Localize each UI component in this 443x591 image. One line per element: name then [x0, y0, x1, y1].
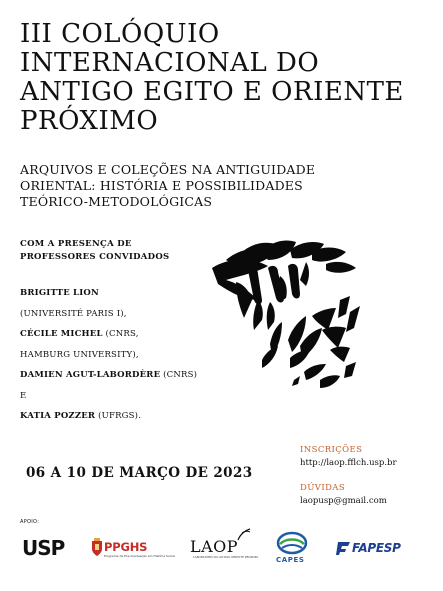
- speaker-line: [20, 406, 197, 427]
- ppghs-emblem: [90, 537, 104, 557]
- speaker-list: [20, 283, 197, 427]
- registration-label: INSCRIÇÕES: [300, 445, 363, 455]
- speaker-name: CÉCILE MICHEL: [20, 329, 103, 339]
- speaker-name: KATIA POZZER: [20, 411, 96, 421]
- speaker-affiliation: (CNRS,: [102, 329, 139, 339]
- title-line: ANTIGO EGITO E ORIENTE: [20, 77, 404, 107]
- questions-email[interactable]: laopusp@gmail.com: [300, 496, 387, 506]
- speaker-name: DAMIEN AGUT-LABORDÈRE: [20, 370, 161, 380]
- guests-heading: [20, 238, 170, 264]
- speaker-name: BRIGITTE LION: [20, 288, 99, 298]
- title-line: III COLÓQUIO: [20, 19, 220, 49]
- laop-logo-text: LAOP: [190, 537, 239, 556]
- event-title: [20, 20, 430, 136]
- guests-heading-line: PROFESSORES CONVIDADOS: [20, 252, 170, 262]
- subtitle-line: ORIENTAL: HISTÓRIA E POSSIBILIDADES: [20, 178, 303, 193]
- speaker-affiliation: HAMBURG UNIVERSITY),: [20, 349, 139, 360]
- fapesp-logo-text: FAPESP: [352, 541, 401, 555]
- subtitle-line: TEÓRICO-METODOLÓGICAS: [20, 194, 213, 209]
- laop-logo-subtitle: LABORATÓRIO DO ANTIGO ORIENTE PRÓXIMO: [193, 556, 259, 559]
- questions-label: DÚVIDAS: [300, 483, 346, 493]
- speaker-affiliation: (CNRS): [160, 370, 198, 380]
- support-label: APOIO:: [20, 519, 40, 525]
- capes-logo-text: CAPES: [276, 556, 305, 564]
- usp-logo: [22, 537, 70, 559]
- speaker-affiliation: (UNIVERSITÉ PARIS I),: [20, 308, 127, 319]
- speaker-affiliation: (UFRGS).: [95, 411, 142, 421]
- capes-emblem: [272, 530, 316, 556]
- fapesp-emblem: [336, 540, 352, 556]
- ppghs-logo-subtitle: Programa de Pós-Graduação em História Social: [104, 554, 175, 558]
- title-line: INTERNACIONAL DO: [20, 48, 320, 78]
- guests-heading-line: COM A PRESENÇA DE: [20, 239, 132, 249]
- ppghs-logo-text: PPGHS: [104, 540, 148, 554]
- contact-info: [300, 444, 397, 508]
- event-subtitle: [20, 162, 430, 210]
- speaker-line: [20, 283, 197, 304]
- conjunction: E: [20, 390, 27, 401]
- title-line: PRÓXIMO: [20, 106, 159, 136]
- event-date: 06 A 10 DE MARÇO DE 2023: [26, 465, 253, 481]
- usp-logo-text: USP: [22, 537, 65, 559]
- speaker-line: [20, 324, 197, 345]
- spacer: [300, 470, 397, 482]
- registration-link[interactable]: http://laop.fflch.usp.br: [300, 458, 397, 468]
- subtitle-line: ARQUIVOS E COLEÇÕES NA ANTIGUIDADE: [20, 162, 316, 177]
- speaker-line: [20, 365, 197, 386]
